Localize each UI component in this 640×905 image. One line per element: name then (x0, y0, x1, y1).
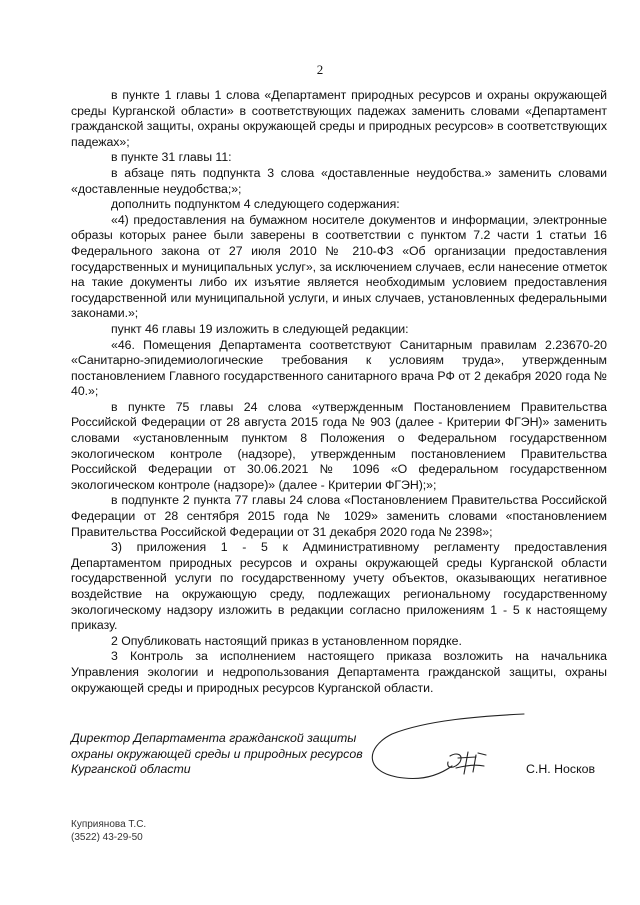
executor-name: Куприянова Т.С. (71, 819, 147, 830)
signatory-name: С.Н. Носков (526, 762, 596, 776)
paragraph-10: 3) приложения 1 - 5 к Административному регламенту предоставления Департаментом природных ресурсов и охраны окружающей среды Курганской области государственной услуги по государственному учету объектов, оказывающих негативное воздействие на окружающую среду, подлежащих региональному государственному экологическому надзору изложить в редакции согласно приложениям 1 - 5 к настоящему приказу. (71, 540, 607, 633)
paragraph-6: пункт 46 главы 19 изложить в следующей редакции: (111, 321, 409, 336)
paragraph-9: в подпункте 2 пункта 77 главы 24 слова «Постановлением Правительства Российской Федерации от 28 сентября 2015 года № 1029» заменить словами «постановлением Правительства Российской Федерации от 31 декабря 2020 года № 2398»; (71, 493, 607, 539)
signatory-title-line-3: Курганской области (71, 762, 191, 777)
executor-info (71, 818, 146, 844)
page-number: 2 (316, 62, 324, 77)
paragraph-4: дополнить подпунктом 4 следующего содержания: (111, 197, 400, 212)
paragraph-7: «46. Помещения Департамента соответствуют Санитарным правилам 2.23670-20 «Санитарно-эпидемиологические требования к условиям труда», утвержденным постановлением Главного государственного санитарного врача РФ от 2 декабря 2020 года № 40.»; (71, 337, 607, 399)
paragraph-8: в пункте 75 главы 24 слова «утвержденным Постановлением Правительства Российской Федерации от 28 августа 2015 года № 903 (далее - Критерии ФГЭН)» заменить словами «установленным пунктом 8 Положения о Федеральном государственном экологическом контроле (надзоре), утвержденным постановлением Правительства Российской Федерации от 30.06.2021 № 1096 «О федеральном государственном экологическом контроле (надзоре)» (далее - Критерии ФГЭН);»; (71, 399, 607, 492)
signatory-title-line-1: Директор Департамента гражданской защиты (71, 731, 357, 745)
handwritten-signature (352, 708, 542, 788)
paragraph-5: «4) предоставления на бумажном носителе документов и информации, электронные образы которых ранее были заверены в соответствии с пунктом 7.2 части 1 статьи 16 Федерального закона от 27 июля 2010 № 210-ФЗ «Об организации предоставления государственных и муниципальных услуг», за исключением случаев, если нанесение отметок на такие документы либо их изъятие является необходимым условием предоставления государственной или муниципальной услуги, и иных случаев, установленных федеральными законами.»; (71, 212, 607, 321)
paragraph-12: 3 Контроль за исполнением настоящего приказа возложить на начальника Управления экологии и недропользования Департамента гражданской защиты, охраны окружающей среды и природных ресурсов Курганской области. (71, 649, 607, 695)
paragraph-3: в абзаце пять подпункта 3 слова «доставленные неудобства.» заменить словами «доставленные неудобства;»; (71, 165, 607, 196)
signatory-title (71, 731, 363, 778)
paragraph-1: в пункте 1 главы 1 слова «Департамент природных ресурсов и охраны окружающей среды Курганской области» в соответствующих падежах заменить словами «Департамент гражданской защиты, охраны окружающей среды и природных ресурсов» в соответствующих падежах»; (71, 88, 607, 149)
executor-phone: (3522) 43-29-50 (71, 832, 143, 843)
document-body (71, 88, 607, 696)
paragraph-2: в пункте 31 главы 11: (111, 150, 232, 165)
paragraph-11: 2 Опубликовать настоящий приказ в установленном порядке. (111, 633, 462, 648)
signatory-title-line-2: охраны окружающей среды и природных ресурсов (71, 746, 363, 761)
